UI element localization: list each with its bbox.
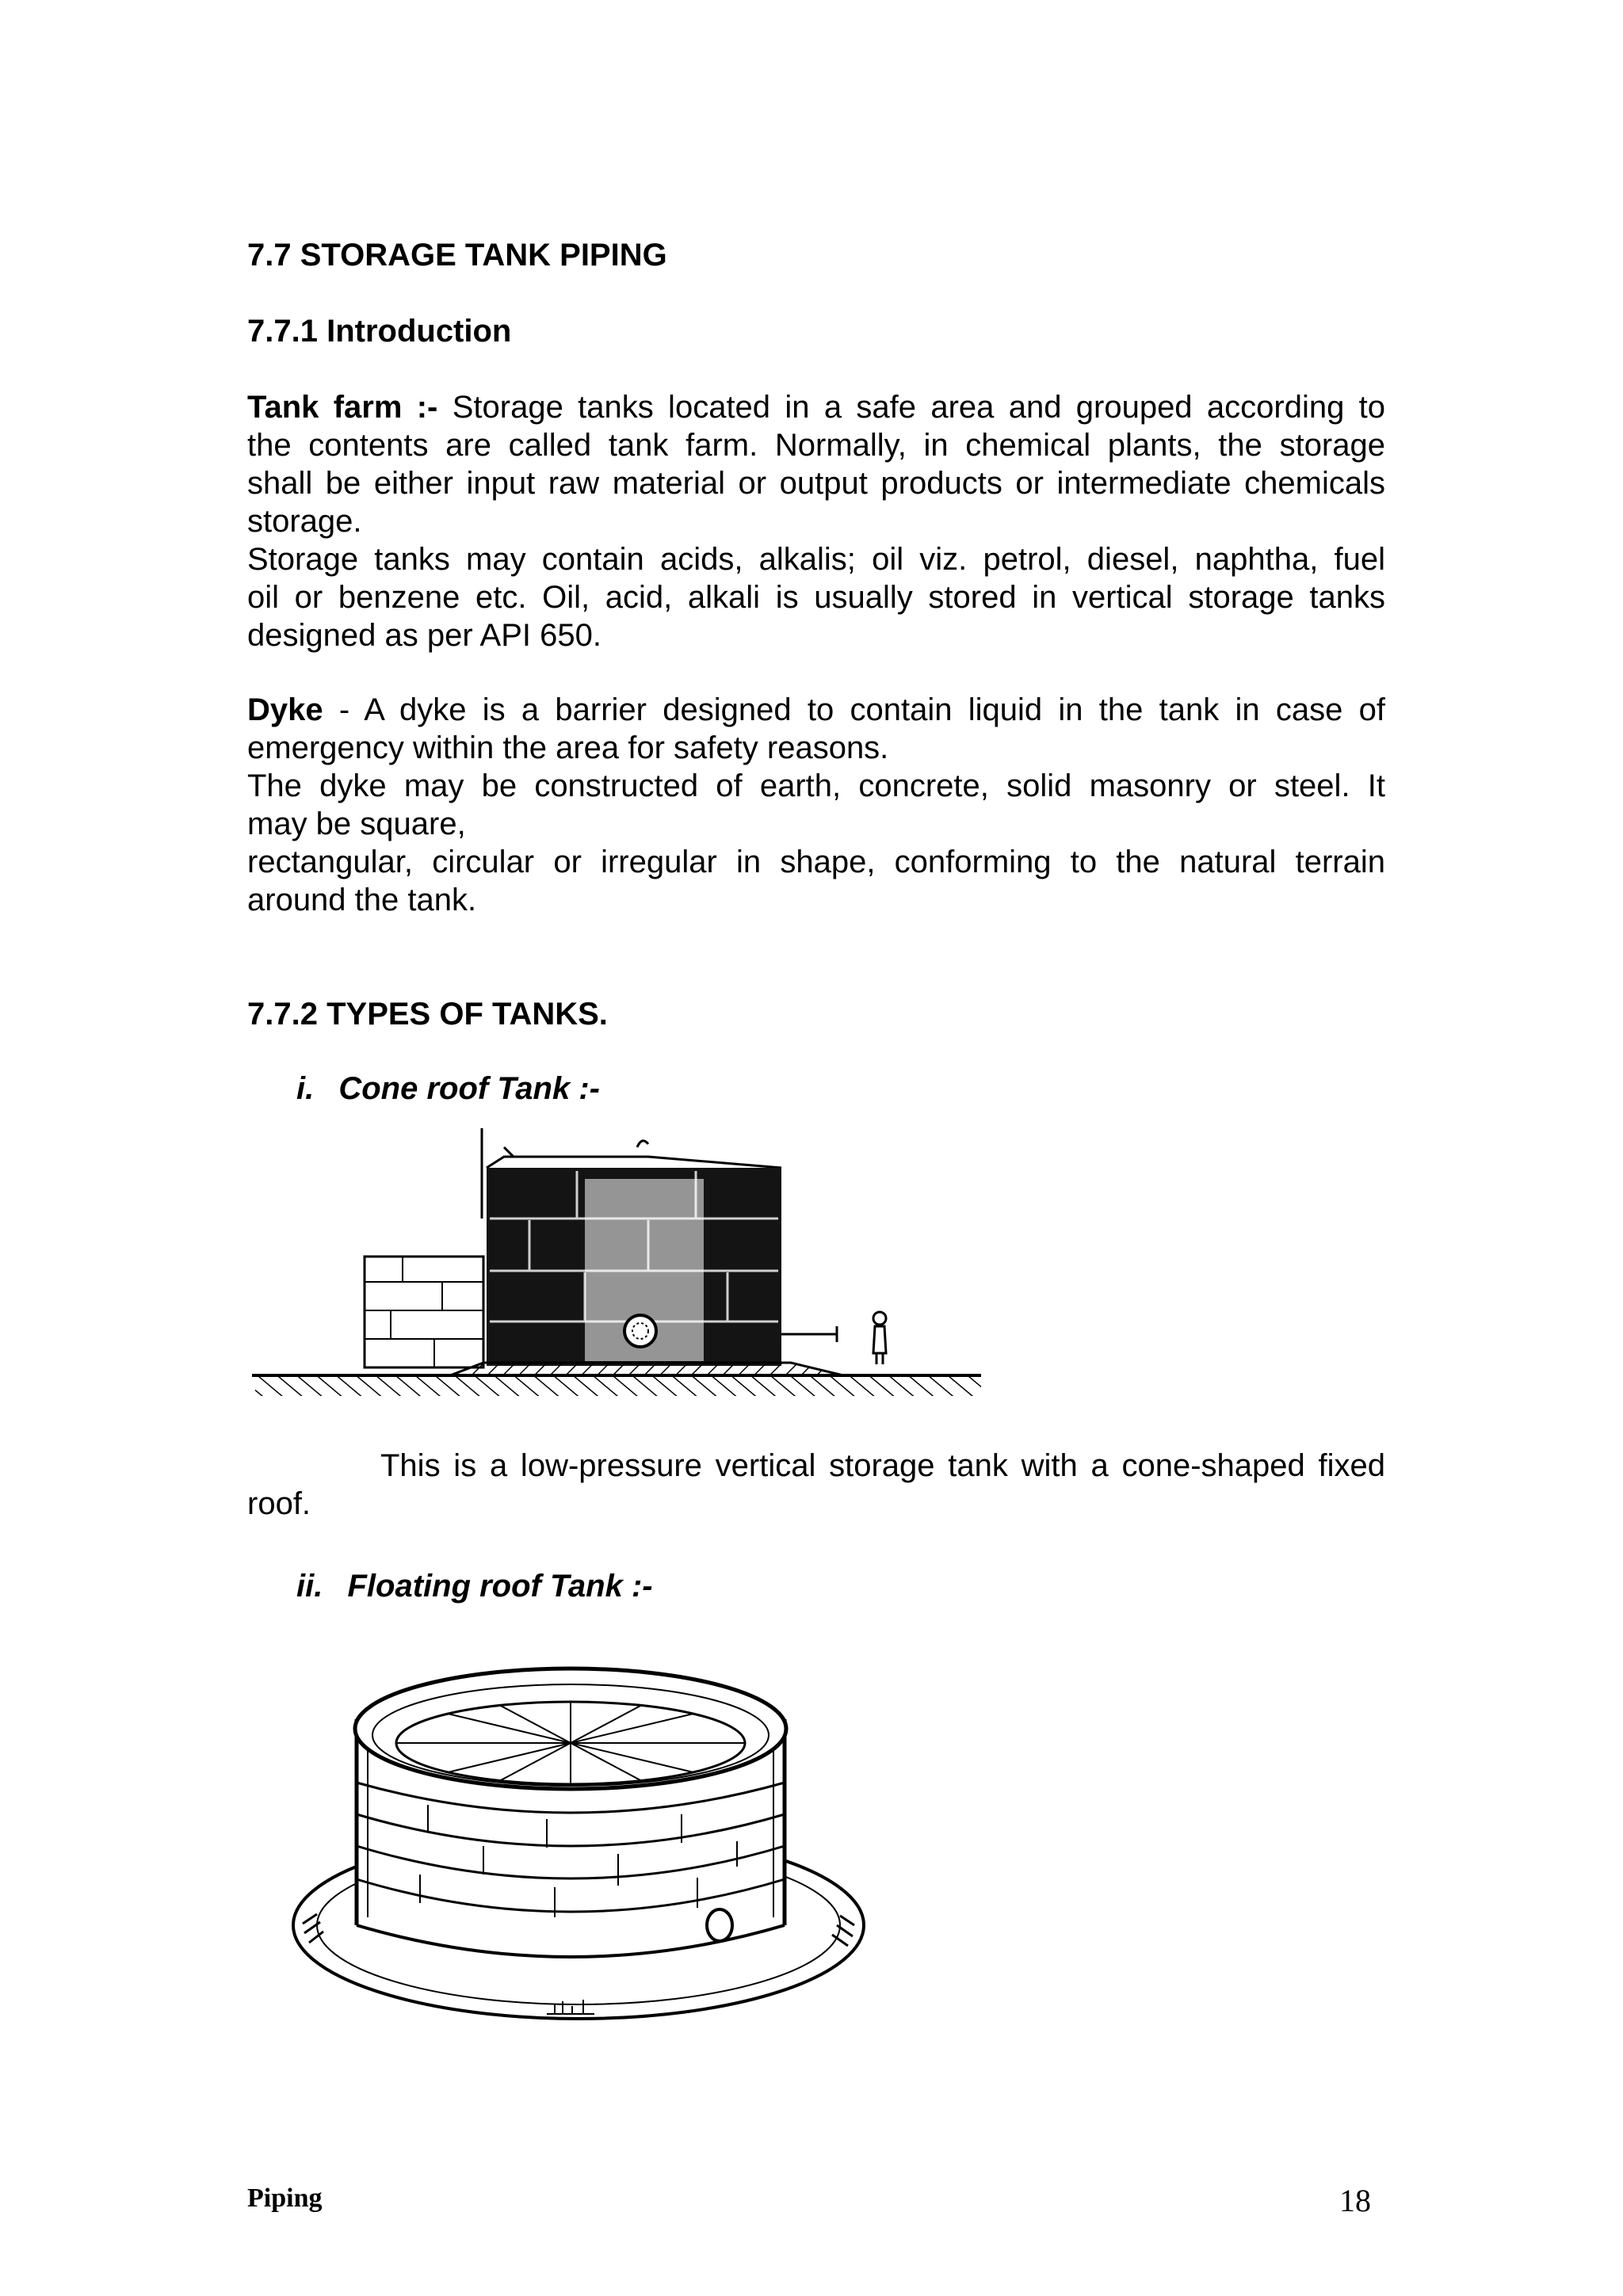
tank-farm-line-2: the contents are called tank farm. Normally, in chemical plants, the storage [247,428,1385,463]
dyke-line-1-text: - A dyke is a barrier designed to contain liquid in the tank in case of [323,692,1385,727]
cone-roof-description [247,1447,1385,1523]
dyke-line-3: The dyke may be constructed of earth, concrete, solid masonry or steel. It [247,769,1385,803]
dyke-line-4: may be square, [247,807,466,841]
dyke-line-1 [247,691,1385,729]
tank-farm-line-5: Storage tanks may contain acids, alkalis; oil viz. petrol, diesel, naphtha, fuel [247,542,1385,577]
cone-roof-description-line-1: This is a low-pressure vertical storage tank with a cone-shaped fixed [380,1448,1385,1483]
tank-farm-line-6: oil or benzene etc. Oil, acid, alkali is usually stored in vertical storage tanks [247,580,1385,615]
footer-title: Piping [247,2183,323,2213]
cone-roof-title: Cone roof Tank :- [338,1071,600,1106]
dyke-line-2: emergency within the area for safety reasons. [247,730,889,765]
page-number: 18 [1339,2183,1371,2218]
floating-roof-heading [296,1567,653,1605]
tank-farm-term: Tank farm :- [247,390,438,425]
tank-farm-paragraph [247,388,1385,654]
cone-roof-tank-illustration [252,1123,989,1401]
tank-farm-line-1 [247,388,1385,426]
dyke-line-5: rectangular, circular or irregular in shape, conforming to the natural terrain [247,845,1385,879]
tank-farm-line-1-text: Storage tanks located in a safe area and grouped according to [437,390,1385,425]
dyke-line-6: around the tank. [247,883,477,917]
tank-farm-line-7: designed as per API 650. [247,618,601,653]
floating-roof-tank-illustration [285,1656,880,2036]
tank-farm-line-4: storage. [247,504,362,539]
cone-roof-description-line-2: roof. [247,1486,311,1521]
dyke-paragraph [247,691,1385,919]
dyke-term: Dyke [247,692,323,727]
intro-heading: 7.7.1 Introduction [247,314,512,349]
section-heading: 7.7 STORAGE TANK PIPING [247,238,667,273]
floating-roof-numeral: ii. [296,1569,323,1604]
types-heading: 7.7.2 TYPES OF TANKS. [247,997,608,1032]
floating-roof-title: Floating roof Tank :- [347,1569,653,1604]
tank-farm-line-3: shall be either input raw material or output products or intermediate chemicals [247,466,1385,501]
cone-roof-numeral: i. [296,1071,315,1106]
cone-roof-heading [296,1070,600,1108]
